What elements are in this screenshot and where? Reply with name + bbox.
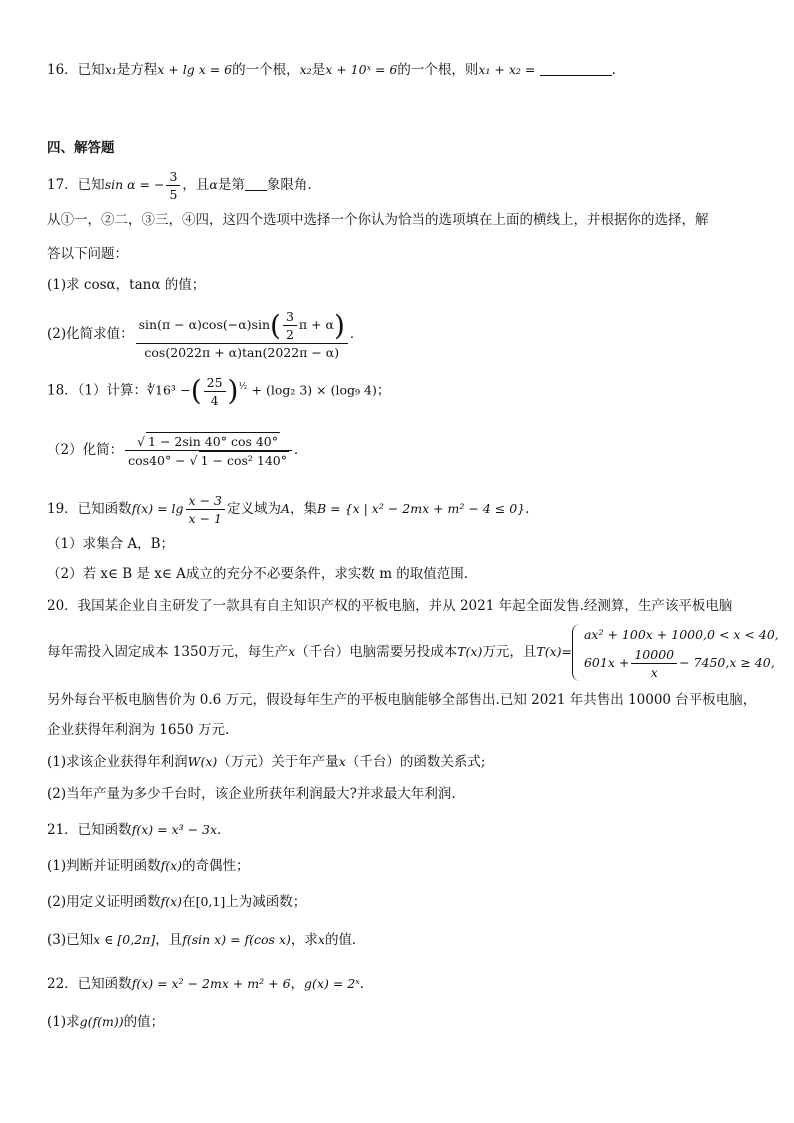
question-18 xyxy=(47,372,754,409)
q16-sum: x₁ + x₂ = xyxy=(478,62,536,77)
q22-end: . xyxy=(359,976,364,992)
q16-end: . xyxy=(611,62,616,78)
q22-text-1: ， xyxy=(290,976,305,992)
q19-part-1: （1）求集合 A，B； xyxy=(47,536,175,552)
question-19 xyxy=(47,492,754,527)
q17-options-2: 答以下问题： xyxy=(47,246,128,262)
q21-p3-c: ，求 xyxy=(290,932,318,948)
q17-p2-denominator: cos(2022π + α)tan(2022π − α) xyxy=(144,345,340,360)
q18-tail: + (log₂ 3) × (log₉ 4) xyxy=(251,382,377,398)
q20-line-2 xyxy=(47,624,779,681)
q20-case-2-num: 10000 xyxy=(631,646,677,664)
q18-p2-lead: （2）化简： xyxy=(47,442,124,458)
q20-text-b: （千台）电脑需要另投成本 xyxy=(295,644,458,660)
q17-sin: sin α = − xyxy=(104,177,165,192)
q20-part-1 xyxy=(47,752,754,772)
q17-text-2: 是第 xyxy=(217,177,245,193)
q21-end: ． xyxy=(217,822,231,838)
q20-case-2-den: x xyxy=(650,665,658,680)
q20-p1-x: x xyxy=(338,754,346,769)
q20-t-equals: T(x)= xyxy=(536,644,572,659)
q16-lead: 16．已知 xyxy=(47,62,105,78)
q16-equation-1: x + lg x = 6 xyxy=(157,62,233,77)
q21-p2-c: 上为减函数； xyxy=(225,894,307,910)
q20-p1-c: （千台）的函数关系式; xyxy=(345,754,486,770)
q18-p2-den-radicand: 1 − cos² 140° xyxy=(200,453,288,468)
q17-frac-den: 5 xyxy=(169,187,178,202)
q17-p2-num-tail: π + α xyxy=(298,317,334,332)
q22-p1-b: 的值； xyxy=(123,1014,165,1030)
q18-paren-close: ) xyxy=(227,374,239,407)
q21-p2-a: (2)用定义证明函数 xyxy=(47,894,161,910)
question-22 xyxy=(47,974,754,994)
q17-part-2 xyxy=(47,308,754,361)
q20-case-1: ax² + 100x + 1000,0 < x < 40, xyxy=(583,627,779,642)
q18-frac-den: 4 xyxy=(210,392,219,408)
q20-wx: W(x) xyxy=(187,754,218,769)
q17-p2-inner-frac xyxy=(283,308,297,343)
q16-answer-blank[interactable] xyxy=(540,61,612,76)
q19-frac-den: x − 1 xyxy=(188,511,222,526)
q18-p2-fraction xyxy=(125,432,292,469)
q17-text-1: ，且 xyxy=(182,177,210,193)
q21-p3-b: ，且 xyxy=(155,932,183,948)
q21-p2-f: f(x) xyxy=(160,894,183,909)
q19-text-2: ，集 xyxy=(290,501,318,517)
q17-part-1: (1)求 cosα，tanα 的值； xyxy=(47,277,206,293)
q17-p2-end: ． xyxy=(349,326,364,342)
q22-p1-expression: g(f(m)) xyxy=(79,1014,124,1029)
q21-lead: 21．已知函数 xyxy=(47,822,132,838)
q20-case-2-frac xyxy=(631,646,677,681)
q20-tx: T(x) xyxy=(457,644,483,659)
q16-text-4: 的一个根，则 xyxy=(397,62,479,78)
section-title: 四、解答题 xyxy=(47,140,115,156)
q22-f-function: f(x) = x² − 2mx + m² + 6 xyxy=(131,976,291,991)
q20-piecewise xyxy=(572,624,779,681)
q19-text-1: 定义域为 xyxy=(226,501,281,517)
q17-p2-inner-den: 2 xyxy=(285,327,294,342)
q22-part-1 xyxy=(47,1012,754,1032)
q22-p1-a: (1)求 xyxy=(47,1014,80,1030)
q20-line-4: 企业获得年利润为 1650 万元. xyxy=(47,722,230,738)
q21-part-2 xyxy=(47,892,754,912)
q19-lead: 19．已知函数 xyxy=(47,501,132,517)
q17-p2-num-text: sin(π − α)cos(−α)sin xyxy=(138,317,270,332)
q19-function: f(x) = lg xyxy=(131,501,184,516)
q21-p1-a: (1)判断并证明函数 xyxy=(47,858,161,874)
q18-frac-num: 25 xyxy=(204,374,226,392)
question-16 xyxy=(47,60,754,80)
q18-p2-numerator: √ 1 − 2sin 40° cos 40° xyxy=(125,432,292,451)
q20-x: x xyxy=(288,644,296,659)
q17-p2-paren-open: ( xyxy=(270,309,281,342)
q16-x1: x₁ xyxy=(104,62,117,77)
q18-root: ∜16³ xyxy=(147,382,176,398)
q22-g-function: g(x) = 2ˣ xyxy=(304,976,360,991)
q18-fraction xyxy=(204,374,226,409)
q18-paren-open: ( xyxy=(190,374,202,407)
q21-p2-b: 在 xyxy=(182,894,196,910)
q17-frac-num: 3 xyxy=(166,168,180,186)
q17-p2-paren-close: ) xyxy=(333,309,345,342)
q18-end: ； xyxy=(376,382,391,399)
q16-text-3: 是 xyxy=(311,62,326,78)
q20-p1-a: (1)求该企业获得年利润 xyxy=(47,754,188,770)
q17-quadrant-blank[interactable] xyxy=(245,176,267,191)
q19-frac-num: x − 3 xyxy=(186,492,225,510)
q22-lead: 22．已知函数 xyxy=(47,976,132,992)
q18-part-2 xyxy=(47,432,754,469)
question-17 xyxy=(47,168,754,203)
q18-minus: − xyxy=(180,382,191,398)
q19-set-a: A xyxy=(280,501,291,516)
q20-part-2: (2)当年产量为多少千台时，该企业所获年利润最大?并求最大年利润. xyxy=(47,786,456,802)
q17-p2-inner-num: 3 xyxy=(283,308,297,326)
q20-line-3: 另外每台平板电脑售价为 0.6 万元，假设每年生产的平板电脑能够全部售出.已知 2021 年共售出 10000 台平板电脑， xyxy=(47,692,757,708)
q17-text-3: 象限角． xyxy=(266,177,321,193)
q20-line-1: 20．我国某企业自主研发了一款具有自主知识产权的平板电脑，并从 2021 年起全面发售.经测算，生产该平板电脑 xyxy=(47,598,733,614)
q20-brace xyxy=(572,624,581,681)
q18-p2-den-a: cos40° − xyxy=(128,453,186,468)
q21-function: f(x) = x³ − 3x xyxy=(131,822,218,837)
q21-p3-equation: f(sin x) = f(cos x) xyxy=(182,932,291,947)
q21-p1-f: f(x) xyxy=(160,858,183,873)
q18-lead: 18．（1）计算： xyxy=(47,382,148,399)
q21-p1-b: 的奇偶性； xyxy=(182,858,250,874)
q18-exponent: ½ xyxy=(238,382,248,392)
q20-case-2-a: 601x + xyxy=(583,655,630,670)
q21-interval: [0,1] xyxy=(195,894,226,909)
q16-x2: x₂ xyxy=(299,62,312,77)
q18-p2-end: ． xyxy=(294,442,308,458)
q20-text-c: 万元，且 xyxy=(482,644,537,660)
q21-p3-domain: x ∈ [0,2π] xyxy=(93,932,156,947)
q19-part-2: （2）若 x∈ B 是 x∈ A成立的充分不必要条件，求实数 m 的取值范围. xyxy=(47,566,469,582)
q19-set-b: B = {x | x² − 2mx + m² − 4 ≤ 0} xyxy=(317,501,526,516)
q16-equation-2: x + 10ˣ = 6 xyxy=(325,62,398,77)
question-21 xyxy=(47,820,754,840)
q18-p2-denominator: cos40° − √ 1 − cos² 140° xyxy=(128,453,288,468)
q17-fraction xyxy=(166,168,180,203)
q19-end: . xyxy=(525,501,530,517)
q21-part-3 xyxy=(47,930,754,950)
q16-text-2: 的一个根， xyxy=(232,62,300,78)
q17-p2-numerator xyxy=(136,308,348,344)
q18-p2-num-radicand: 1 − 2sin 40° cos 40° xyxy=(148,434,279,449)
q20-case-2 xyxy=(584,646,779,681)
q17-p2-lead: (2)化简求值： xyxy=(47,326,134,342)
q20-case-2-b: − 7450,x ≥ 40, xyxy=(679,655,775,670)
q20-p1-b: （万元）关于年产量 xyxy=(217,754,339,770)
q17-p2-fraction xyxy=(136,308,348,361)
q19-fraction xyxy=(186,492,225,527)
q17-alpha: α xyxy=(209,177,218,192)
q21-p3-d: 的值． xyxy=(324,932,366,948)
q17-lead: 17．已知 xyxy=(47,177,105,193)
q21-p3-a: (3)已知 xyxy=(47,932,94,948)
q21-part-1 xyxy=(47,856,754,876)
q17-options: 从①一，②二，③三，④四，这四个选项中选择一个你认为恰当的选项填在上面的横线上，并根据你的选择，解 xyxy=(47,212,709,228)
q21-p3-x: x xyxy=(317,932,325,947)
q16-text-1: 是方程 xyxy=(116,62,158,78)
q20-text-a: 每年需投入固定成本 1350万元，每生产 xyxy=(47,644,289,660)
